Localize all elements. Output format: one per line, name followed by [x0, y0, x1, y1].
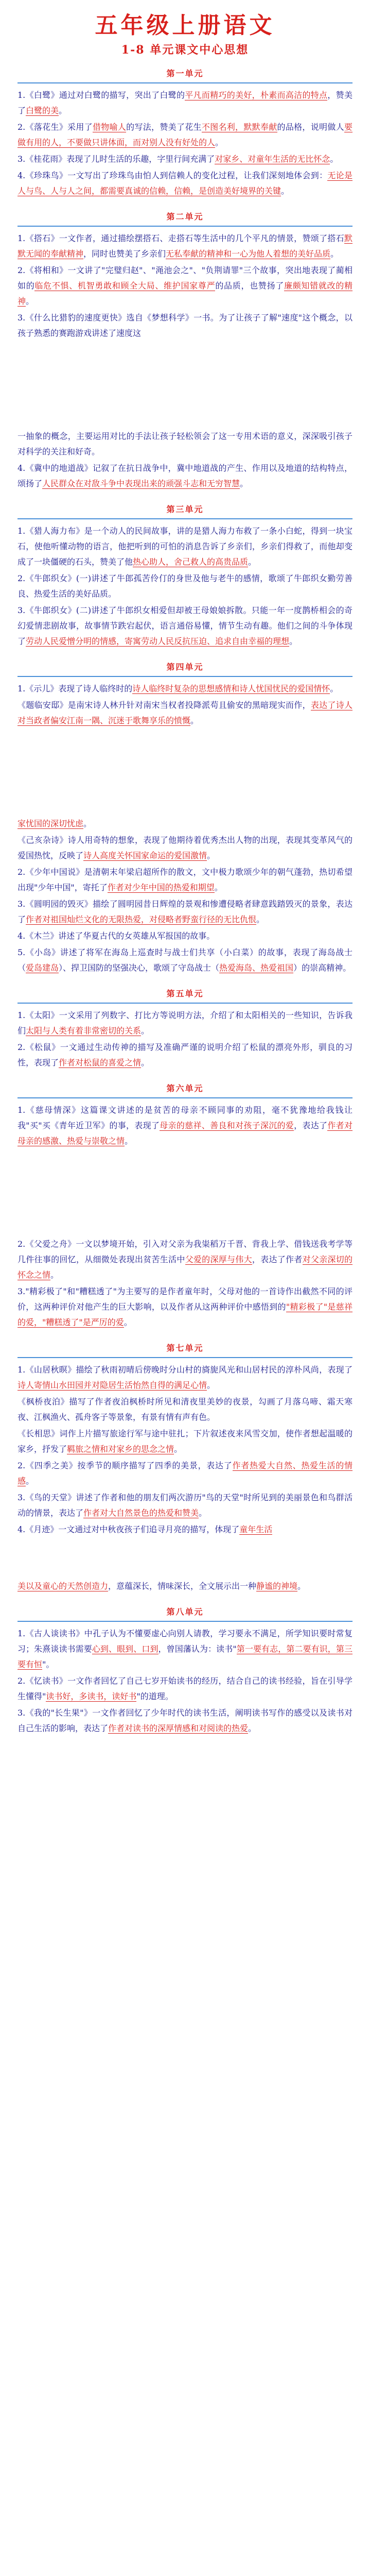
paragraph-text: ）、捍卫国防的坚强决心，歌颂了守岛战士（	[59, 963, 220, 973]
unit-section	[17, 1341, 353, 1537]
key-point-highlight: 热心助人，舍己救人的高贵品质	[133, 557, 249, 567]
paragraph-text: 1.《猎人海力布》是一个动人的民间故事，讲的是猎人海力布救了一条小白蛇，得到一块宝石，使他听懂动物的语言，他把听到的可怕的消息告诉了乡亲们，乡亲们得救了，而他却变成了一块僵硬的石头，赞美了他	[17, 526, 353, 567]
paragraph-text: 。	[59, 106, 67, 115]
paragraph-text: 。	[124, 1317, 132, 1327]
summary-paragraph	[17, 310, 353, 341]
heading-rule	[17, 676, 353, 677]
paragraph-text: 2.《四季之美》按季节的顺序描写了四季的美景，表达了	[17, 1461, 233, 1470]
paragraph-text: 。	[207, 851, 216, 860]
unit-heading-text: 第二单元	[166, 212, 204, 222]
key-point-highlight: 爱岛建岛	[26, 963, 59, 973]
paragraph-text: 1.《古人谈读书》中孔子认为不懂要虚心向别人请教，学习要永不满足，所学知识要时常复习；朱熹谈读书需要	[17, 1629, 353, 1654]
summary-paragraph	[17, 1673, 353, 1704]
page-title: 五年级上册语文	[95, 12, 275, 39]
paragraph-text: 4.《珍珠鸟》一文写出了珍珠鸟由怕人到信赖人的变化过程，让我们深刻地体会到：	[17, 171, 328, 180]
unit-heading-text: 第八单元	[166, 1607, 204, 1617]
paragraph-text: 的品格，说明做人	[277, 122, 344, 132]
summary-paragraph	[17, 168, 353, 199]
heading-rule	[17, 82, 353, 83]
paragraph-text: 。	[297, 1581, 306, 1591]
unit-heading-text: 第五单元	[166, 989, 204, 998]
key-point-highlight: 作者对读书的深厚情感和对阅读的热爱	[108, 1723, 249, 1733]
summary-paragraph	[17, 1626, 353, 1672]
paragraph-text: 。	[289, 636, 298, 646]
key-point-highlight: 童年生活	[239, 1524, 273, 1534]
paragraph-text: ，意蕴深长，情味深长，全文展示出一种	[108, 1581, 257, 1591]
key-point-highlight: 羁旅之情和对家乡的思念之情	[67, 1444, 174, 1454]
paragraph-text: 2.《牛郎织女》(一)讲述了牛郎孤苦伶仃的身世及他与老牛的感情，歌颂了牛郎织女勤劳善良、热爱生活的美好品质。	[17, 573, 353, 599]
key-point-highlight: 无论是人与鸟、人与人之间，都需要真诚的信赖，信赖，是创造美好境界的关键	[17, 171, 353, 196]
heading-rule	[17, 1097, 353, 1098]
key-point-highlight: 不图名利，默默奉献	[201, 122, 277, 132]
summary-paragraph	[17, 263, 353, 309]
paragraph-text: 2.《将相和》一文讲了"完璧归赵"、"渑池会之"、"负荆请罪"三个故事，突出地表现了蔺相如的	[17, 265, 353, 291]
summary-paragraph	[17, 833, 353, 863]
key-point-highlight: 作者热爱大自然、热爱生活的情感	[17, 1461, 353, 1486]
paragraph-text: 。	[141, 1058, 150, 1067]
unit-section	[17, 816, 353, 976]
unit-heading-text: 第三单元	[166, 504, 204, 514]
summary-paragraph	[17, 1579, 353, 1594]
key-point-highlight: 家忧国的深切忧虑	[17, 819, 84, 828]
paragraph-text: 2.《父爱之舟》一文以梦境开始，引入对父亲为我粜稻万千晋、背我上学、借钱送我考学等几件往事的回忆，从细微处表现出贫苦生活中	[17, 1239, 353, 1264]
key-point-highlight: 太阳与人类有着非常密切的关系	[26, 1026, 142, 1036]
paragraph-text: 。	[330, 249, 339, 259]
unit-heading	[17, 659, 353, 677]
key-point-highlight: 借物喻人	[92, 122, 127, 132]
paragraph-text: 。	[174, 1444, 183, 1454]
summary-paragraph	[17, 1236, 353, 1283]
key-point-highlight: 母亲的慈祥、善良和对孩子深沉的爱	[160, 1121, 294, 1130]
paragraph-text: 。	[240, 479, 249, 488]
unit-section	[17, 502, 353, 649]
paragraph-text: 。	[330, 684, 339, 693]
paragraph-text: ，表达了作者	[252, 1255, 303, 1264]
key-point-highlight: 读书好，多读书，读好书	[46, 1691, 137, 1701]
paragraph-text: 。	[215, 138, 224, 147]
unit-section	[17, 1081, 353, 1149]
key-point-highlight: 人民群众在对敌斗争中表现出来的顽强斗志和无穷智慧	[42, 479, 240, 488]
key-point-highlight: 作者对少年中国的热爱和期望	[107, 883, 215, 892]
paragraph-text: 《长相思》词作上片描写旅途行军与途中驻扎；下片叙述夜来风雪交加，使作者想起温暖的家乡，抒发了	[17, 1429, 353, 1454]
heading-rule	[17, 518, 353, 519]
paragraph-text: ，同时也赞美了乡亲们	[83, 249, 166, 259]
paragraph-text: 。	[248, 557, 257, 567]
paragraph-text: 。	[141, 1026, 150, 1036]
unit-section	[17, 209, 353, 341]
paragraph-text: 。	[190, 716, 199, 725]
heading-rule	[17, 1003, 353, 1004]
paragraph-text: 2.《松鼠》一文通过生动传神的描写及准确严谨的说明介绍了松鼠的漂亮外形，驯良的习性，表现了	[17, 1042, 353, 1067]
paragraph-text: 1.《示儿》表现了诗人临终时的	[17, 684, 133, 693]
unit-section	[17, 1604, 353, 1736]
paragraph-text: 4.《木兰》讲述了华夏古代的女英雄从军报国的故事。	[17, 931, 215, 941]
key-point-highlight: 心到、眼到、口到	[92, 1644, 158, 1654]
paragraph-text: "。	[42, 1659, 55, 1669]
key-point-highlight: 要做有用的人，不要做只讲体面，而对别人没有好处的人	[17, 122, 353, 147]
key-point-highlight: 美以及童心的天然创造力	[17, 1581, 109, 1591]
summary-paragraph	[17, 88, 353, 118]
key-point-highlight: 白鹭的美	[26, 106, 59, 115]
heading-rule	[17, 1357, 353, 1358]
paragraph-text: ，曾国藩认为：读书"	[158, 1644, 237, 1654]
key-point-highlight: 静谧的神境	[256, 1581, 298, 1591]
paragraph-text: 3.《什么比猎豹的速度更快》选自《梦想科学》一书。为了让孩子了解"速度"这个概念，以孩子熟悉的赛跑游戏讲述了速度这	[17, 313, 353, 338]
units-container	[17, 66, 353, 1736]
key-point-highlight: 劳动人民爱憎分明的情感，寄寓劳动人民反抗压迫、追求自由幸福的理想	[26, 636, 290, 646]
paragraph-text: ，赞美了	[17, 90, 353, 115]
unit-section	[17, 1236, 353, 1330]
paragraph-text: 3."精彩极了"和"糟糕透了"为主要写的是作者童年时，父母对他的一首诗作出截然不同的评价，这两种评价对他产生的巨大影响，以及作者从这两种评价中感悟到的	[17, 1286, 353, 1312]
key-point-highlight: 热爱海岛、热爱祖国	[219, 963, 294, 973]
unit-section	[17, 659, 353, 728]
summary-paragraph	[17, 1040, 353, 1071]
paragraph-text: 。	[248, 1723, 257, 1733]
page-break-gap	[17, 739, 353, 816]
summary-paragraph	[17, 1705, 353, 1736]
page-break-gap	[17, 1159, 353, 1236]
paragraph-text: 3.《牛郎织女》(二)讲述了牛郎织女相爱但却被王母娘娘拆散。只能一年一度鹊桥相会的奇幻爱情悲剧故事，故事情节跌宕起伏，语言通俗易懂，情节生动有趣。他们之间的斗争体现了	[17, 605, 353, 646]
page-subtitle: 1-8 单元课文中心思想	[121, 43, 249, 57]
key-point-highlight: 诗人高度关怀国家命运的爱国激情	[83, 851, 207, 860]
paragraph-text: 。	[330, 154, 339, 164]
unit-heading	[17, 1341, 353, 1358]
paragraph-text: 4.《月迹》一文通过对中秋夜孩子们追寻月亮的描写，体现了	[17, 1524, 240, 1534]
paragraph-text: "的道理。	[136, 1691, 173, 1701]
summary-paragraph	[17, 1426, 353, 1457]
key-point-highlight: 廉颇知错就改的精神	[17, 281, 353, 306]
key-point-highlight: 对父亲深切的怀念之情	[17, 1255, 353, 1280]
paragraph-text: ，表达了	[294, 1121, 328, 1130]
paragraph-text: 《枫桥夜泊》描写了作者夜泊枫桥时所见和清夜里美妙的夜景，勾画了月落乌啼、霜天寒夜、江枫渔火、孤舟客子等景象，有景有情有声有色。	[17, 1397, 353, 1422]
summary-paragraph	[17, 1394, 353, 1425]
paragraph-text: 。	[281, 186, 290, 196]
paragraph-text: 3.《桂花雨》表现了儿时生活的乐趣，字里行间充满了	[17, 154, 215, 164]
summary-paragraph	[17, 120, 353, 150]
paragraph-text: 。	[256, 914, 265, 924]
unit-heading-text: 第四单元	[166, 662, 204, 672]
summary-paragraph	[17, 928, 353, 944]
unit-section	[17, 1579, 353, 1594]
unit-heading	[17, 1081, 353, 1098]
paragraph-text: 2.《落花生》采用了	[17, 122, 93, 132]
summary-paragraph	[17, 1458, 353, 1489]
paragraph-text: 。	[26, 1476, 34, 1486]
paragraph-text: 《题临安邸》是南宋诗人林升针对南宋当权者投降派苟且偷安的黑暗现实而作，	[17, 700, 311, 710]
summary-paragraph	[17, 896, 353, 927]
key-point-highlight: 作者对母亲的感激、热爱与崇敬之情	[17, 1121, 353, 1146]
key-point-highlight: 作者对松鼠的喜爱之情	[59, 1058, 142, 1067]
unit-section	[17, 986, 353, 1071]
paragraph-text: 。	[125, 1136, 133, 1146]
unit-heading	[17, 1604, 353, 1622]
unit-heading-text: 第六单元	[166, 1083, 204, 1093]
paragraph-text: 《己亥杂诗》诗人用奇特的想象，表现了他期待着优秀杰出人物的出现，表现其变革风气的爱国热忱，反映了	[17, 835, 353, 860]
key-point-highlight: 表达了诗人对当政者偏安江南一隅、沉迷于歌舞享乐的愤慨	[17, 700, 353, 725]
page-break-gap	[17, 1548, 353, 1579]
key-point-highlight: 第一要有志，第二要有识，第三要有恒	[17, 1644, 353, 1669]
key-point-highlight: 无私奉献的精神和一心为他人着想的美好品质	[166, 249, 331, 259]
paragraph-text: 1.《白鹭》通过对白鹭的描写，突出了白鹭的	[17, 90, 185, 100]
summary-paragraph	[17, 1008, 353, 1039]
paragraph-text: 5.《小岛》讲述了将军在海岛上巡查时与战士们共享（小白菜）的故事，表现了海岛战士（	[17, 947, 353, 973]
paragraph-text: 。	[50, 1270, 59, 1280]
key-point-highlight: 临危不惧、机智勇敢和顾全大局、维护国家尊严	[34, 281, 216, 291]
key-point-highlight: 默默无闻的奉献精神	[17, 233, 353, 259]
summary-paragraph	[17, 1522, 353, 1537]
unit-heading-text: 第一单元	[166, 69, 204, 78]
unit-heading	[17, 209, 353, 227]
paragraph-text: 。	[207, 1380, 216, 1390]
paragraph-text: 3.《我的"长生果"》一文作者回忆了少年时代的读书生活，阐明读书写作的感受以及读书对自己生活的影响，表达了	[17, 1708, 353, 1733]
summary-paragraph	[17, 1362, 353, 1393]
summary-paragraph	[17, 231, 353, 262]
summary-paragraph	[17, 603, 353, 649]
key-point-highlight: 诗人寄情山水田园并对隐居生活怡然自得的满足心情	[17, 1380, 207, 1390]
paragraph-text: 3.《圆明园的毁灭》描绘了圆明园昔日辉煌的景观和惨遭侵略者肆意践踏毁灭的景象，表达了	[17, 899, 353, 924]
key-point-highlight: 父爱的深厚与伟大	[185, 1255, 252, 1264]
page-break-gap	[17, 351, 353, 429]
key-point-highlight: "精彩极了"是慈祥的爱，"糟糕透了"是严厉的爱	[17, 1302, 353, 1327]
paragraph-text: 4.《冀中的地道战》记叙了在抗日战争中，冀中地道战的产生、作用以及地道的结构特点，颂扬了	[17, 463, 353, 488]
summary-paragraph	[17, 461, 353, 492]
summary-paragraph	[17, 945, 353, 976]
paragraph-text: 3.《鸟的天堂》讲述了作者和他的朋友们两次游历"鸟的天堂"时所见到的美丽景色和鸟群活动的情景，表达了	[17, 1493, 353, 1518]
key-point-highlight: 作者对大自然景色的热爱和赞美	[83, 1508, 199, 1518]
paragraph-text: 2.《忆读书》一文作者回忆了自己七岁开始读书的经历，结合自己的读书经验，旨在引导学生懂得"	[17, 1676, 353, 1701]
paragraph-text: 2.《少年中国说》是清朝末年梁启超所作的散文，文中极力歌颂少年的朝气蓬勃，热切希望出现"少年中国"，寄托了	[17, 867, 353, 892]
summary-paragraph	[17, 698, 353, 728]
summary-paragraph	[17, 1490, 353, 1521]
heading-rule	[17, 226, 353, 227]
unit-heading	[17, 502, 353, 519]
paragraph-text: 的品质，也赞扬了	[215, 281, 284, 291]
key-point-highlight: 对家乡、对童年生活的无比怀念	[215, 154, 330, 164]
paragraph-text: 1.《太阳》一文采用了列数字、打比方等说明方法，介绍了和太阳相关的一些知识，告诉我们	[17, 1010, 353, 1036]
paragraph-text: 的写法，赞美了花生	[126, 122, 202, 132]
paragraph-text: 1.《山居秋暝》描绘了秋雨初晴后傍晚时分山村的旖旎风光和山居村民的淳朴风尚，表现了	[17, 1365, 353, 1375]
summary-paragraph	[17, 571, 353, 602]
summary-paragraph	[17, 523, 353, 570]
summary-paragraph	[17, 681, 353, 697]
paragraph-text: 。	[26, 296, 34, 306]
paragraph-text: 。	[83, 819, 92, 828]
summary-paragraph	[17, 151, 353, 167]
unit-heading-text: 第七单元	[166, 1343, 204, 1353]
unit-section	[17, 66, 353, 199]
summary-paragraph	[17, 1103, 353, 1149]
heading-rule	[17, 1621, 353, 1622]
unit-heading	[17, 986, 353, 1004]
key-point-highlight: 诗人临终时复杂的思想感情和诗人忧国忧民的爱国情怀	[132, 684, 330, 693]
key-point-highlight: 作者对祖国灿烂文化的无限热爱，对侵略者野蛮行径的无比仇恨	[26, 914, 257, 924]
paragraph-text: ）的崇高精神。	[293, 963, 351, 973]
paragraph-text: 。	[214, 883, 223, 892]
unit-heading	[17, 66, 353, 83]
key-point-highlight: 平凡而精巧的美好，朴素而高洁的特点	[185, 90, 328, 100]
summary-paragraph	[17, 1284, 353, 1330]
paragraph-text: 1.《慈母情深》这篇课文讲述的是贫苦的母亲不顾同事的劝阻，毫不犹豫地给我钱让我"买"买《青年近卫军》的事，表现了	[17, 1105, 353, 1130]
unit-section	[17, 429, 353, 492]
paragraph-text: 。	[199, 1508, 207, 1518]
summary-paragraph	[17, 816, 353, 832]
summary-paragraph	[17, 865, 353, 895]
paragraph-text: 1.《搭石》一文作者，通过描绘摆搭石、走搭石等生活中的几个平凡的情景，赞颂了搭石	[17, 233, 344, 243]
summary-paragraph	[17, 429, 353, 460]
paragraph-text: 一抽象的概念，主要运用对比的手法让孩子轻松领会了这一专用术语的意义，深深吸引孩子对科学的关注和好奇。	[17, 431, 353, 456]
